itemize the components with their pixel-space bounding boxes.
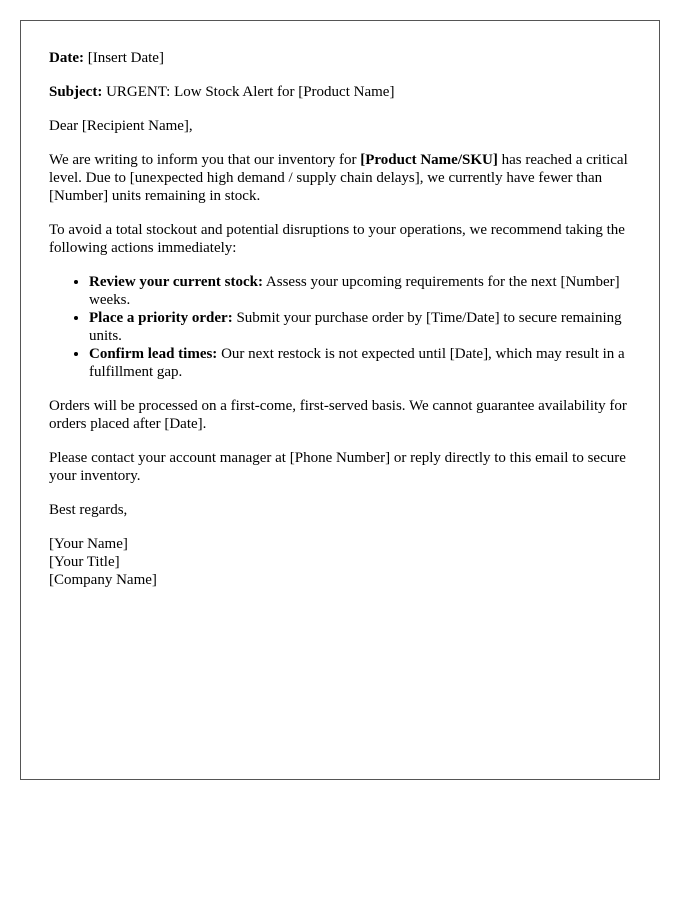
intro-paragraph <box>49 151 631 205</box>
action-title: Confirm lead times: <box>89 346 218 362</box>
letter-page <box>20 20 660 780</box>
list-item <box>89 309 631 345</box>
date-line <box>49 49 631 67</box>
action-text: Submit your purchase order by [Time/Date] to secure remaining units. <box>89 310 622 344</box>
orders-paragraph: Orders will be processed on a first-come, first-served basis. We cannot guarantee availability for orders placed after [Date]. <box>49 398 627 432</box>
closing: Best regards, <box>49 502 128 518</box>
action-list <box>49 273 631 381</box>
subject-line <box>49 83 631 101</box>
contact-paragraph: Please contact your account manager at [Phone Number] or reply directly to this email to secure your inventory. <box>49 450 626 484</box>
date-label: Date: <box>49 50 84 66</box>
date-value: [Insert Date] <box>87 50 164 66</box>
salutation: Dear [Recipient Name], <box>49 118 193 134</box>
recommendation-paragraph: To avoid a total stockout and potential disruptions to your operations, we recommend taking the following actions immediately: <box>49 222 625 256</box>
list-item <box>89 345 631 381</box>
intro-text-a: We are writing to inform you that our inventory for <box>49 152 361 168</box>
action-text: Our next restock is not expected until [Date], which may result in a fulfillment gap. <box>89 346 625 380</box>
signature-title: [Your Title] <box>49 554 120 570</box>
action-title: Place a priority order: <box>89 310 233 326</box>
signature-block <box>49 535 631 589</box>
action-text: Assess your upcoming requirements for the next [Number] weeks. <box>89 274 620 308</box>
intro-product-sku: [Product Name/SKU] <box>360 152 498 168</box>
signature-company: [Company Name] <box>49 572 157 588</box>
subject-label: Subject: <box>49 84 103 100</box>
intro-text-b: has reached a critical level. Due to [unexpected high demand / supply chain delays], we currently have fewer than [Number] units remaining in stock. <box>49 152 628 204</box>
action-title: Review your current stock: <box>89 274 263 290</box>
signature-name: [Your Name] <box>49 536 128 552</box>
subject-value: URGENT: Low Stock Alert for [Product Name] <box>106 84 395 100</box>
list-item <box>89 273 631 309</box>
